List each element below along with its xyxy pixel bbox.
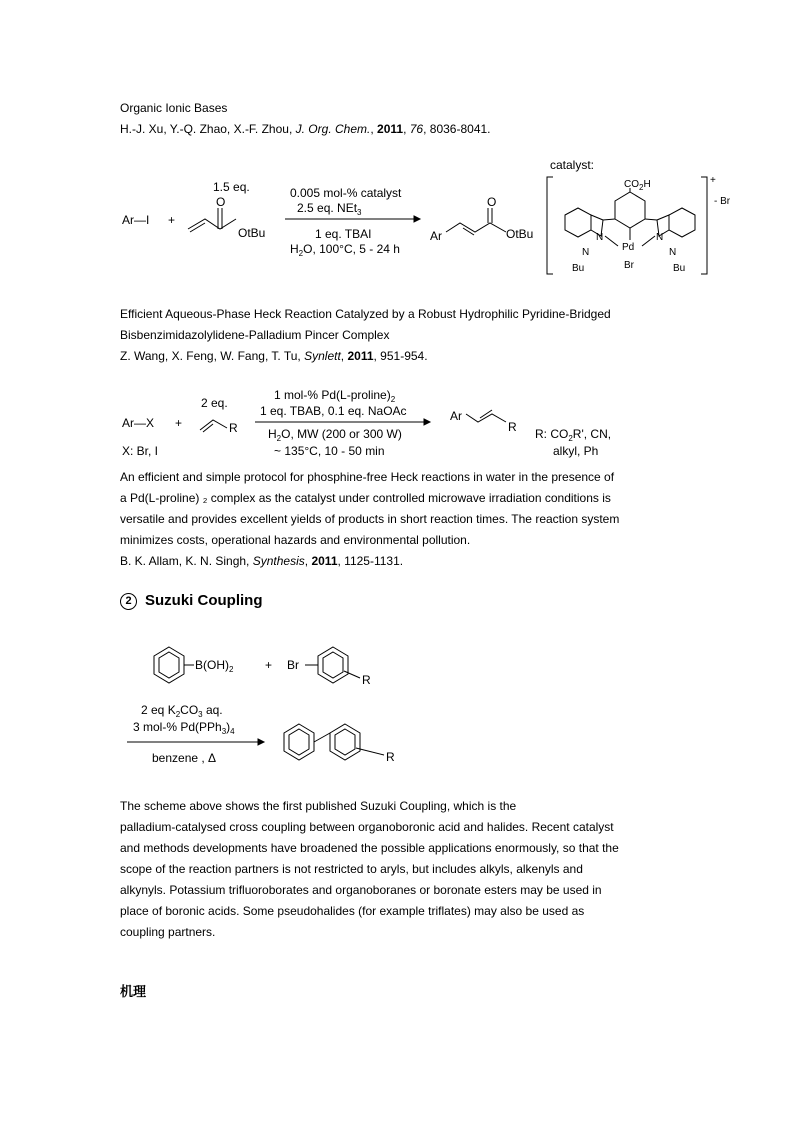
carboxyl-group: $CO_2H$ <box>624 179 651 192</box>
substituent-bond-2 <box>356 748 384 755</box>
suzuki-line-3: and methods developments have broadened the possible applications enormously, so that the <box>120 841 619 855</box>
benzene-ring-1-inner <box>159 652 179 678</box>
reactant-aryl-iodide: Ar—I <box>122 213 150 227</box>
mechanism-heading: 机理 <box>120 984 147 999</box>
ref-journal: J. Org. Chem. <box>295 122 371 136</box>
abstract-line-1: An efficient and simple protocol for phosphine-free Heck reactions in water in the presence of <box>120 470 615 484</box>
section2-title-line2: Bisbenzimidazolylidene-Palladium Pincer Complex <box>120 328 390 342</box>
ref-year: 2011 <box>377 122 404 136</box>
ref-sep: , <box>304 554 309 568</box>
suzuki-line-7: coupling partners. <box>120 925 216 939</box>
plus-sign-2: + <box>175 416 183 430</box>
abstract-line-4: minimizes costs, operational hazards and environmental pollution. <box>120 533 471 547</box>
biaryl-bond <box>314 733 330 742</box>
section2-title-line1: Efficient Aqueous-Phase Heck Reaction Catalyzed by a Robust Hydrophilic Pyridine-Bridged <box>120 307 611 321</box>
suzuki-paragraph <box>120 796 619 943</box>
condition-catalyst: 0.005 mol-% catalyst <box>290 186 402 200</box>
ref-authors: Z. Wang, X. Feng, W. Fang, T. Tu, <box>120 349 301 363</box>
condition-base: 2.5 eq. NEt$_3$ <box>297 201 362 217</box>
nitrogen-2: N <box>582 247 590 258</box>
suzuki-line-2: palladium-catalysed cross coupling between organoboronic acid and halides. Recent catalyst <box>120 820 614 834</box>
suzuki-line-6: place of boronic acids. Some pseudohalides (for example triflates) may also be used as <box>120 904 585 918</box>
boronic-acid: $B(OH)_2$ <box>195 658 234 674</box>
arrow-head-3 <box>258 739 264 745</box>
ester-oxygen: O <box>216 195 226 209</box>
condition-solvent-2: $H_2O$, MW (200 or 300 W) <box>268 427 402 443</box>
product-oxygen: O <box>487 195 497 209</box>
condition-additive: 1 eq. TBAI <box>315 227 372 241</box>
product-aryl-2: Ar <box>450 409 462 423</box>
ref-journal: Synthesis <box>252 554 305 568</box>
condition-temperature-2: ~ 135°C, 10 - 50 min <box>274 444 385 458</box>
product-aryl: Ar <box>430 229 442 243</box>
abstract-line-2: a Pd(L-proline) ₂ complex as the catalyst under controlled microwave irradiation conditions is <box>120 491 611 505</box>
product-ester-group: OtBu <box>506 227 534 241</box>
suzuki-line-5: alkynyls. Potassium trifluoroborates and organoboranes or boronate esters may be used in <box>120 883 602 897</box>
suzuki-line-4: scope of the reaction partners is not restricted to aryls, but includes alkyls, alkenyls and <box>120 862 583 876</box>
equivalents-label: 1.5 eq. <box>213 180 250 194</box>
ref-sep2: , <box>403 122 407 136</box>
palladium: Pd <box>622 242 635 253</box>
catalyst-label: catalyst: <box>550 158 595 172</box>
butyl-right: Bu <box>673 263 686 274</box>
ester-group: OtBu <box>238 226 266 240</box>
alkene-r: R <box>229 421 238 435</box>
ref-pages: , 1125-1131. <box>337 554 404 568</box>
bromide-ligand: Br <box>624 260 634 271</box>
ref-pages: , 8036-8041. <box>423 122 491 136</box>
nitrogen-4: N <box>669 247 677 258</box>
halide-definition: X: Br, I <box>122 444 159 458</box>
condition-base-3: 2 eq $K_2CO_3$ aq. <box>141 703 223 719</box>
abstract-line-3: versatile and provides excellent yields of products in short reaction times. The reaction system <box>120 512 620 526</box>
ref-year: 2011 <box>311 554 338 568</box>
ref-journal: Synlett <box>304 349 341 363</box>
circled-number-icon: 2 <box>120 593 137 610</box>
biphenyl-ring-2-inner <box>335 729 355 755</box>
ref-year: 2011 <box>347 349 374 363</box>
section-title-organic-ionic-bases: Organic Ionic Bases <box>120 101 228 115</box>
nitrogen-3: N <box>656 232 664 243</box>
ref-authors: H.-J. Xu, Y.-Q. Zhao, X.-F. Zhou, <box>120 122 293 136</box>
plus-sign: + <box>168 213 176 227</box>
ref-volume: 76 <box>409 122 424 136</box>
heading-title: Suzuki Coupling <box>145 592 263 609</box>
condition-temperature: $H_2O$, 100°C, 5 - 24 h <box>290 242 400 258</box>
substituent-r-1: R <box>362 673 371 687</box>
r-definition-1: R: $CO_2R'$, CN, <box>535 427 612 443</box>
reactant-aryl-halide: Ar—X <box>122 416 155 430</box>
ref-authors: B. K. Allam, K. N. Singh, <box>120 554 250 568</box>
condition-catalyst-2: 1 mol-% $Pd(L-proline)_2$ <box>274 388 396 404</box>
ref-sep: , <box>370 122 374 136</box>
condition-catalyst-3: 3 mol-% $Pd(PPh_3)_4$ <box>133 720 235 736</box>
suzuki-line-1: The scheme above shows the first published Suzuki Coupling, which is the <box>120 799 517 813</box>
condition-solvent-3: benzene , Δ <box>152 751 217 765</box>
nitrogen-1: N <box>596 232 604 243</box>
plus-sign-3: + <box>265 658 273 672</box>
r-definition-2: alkyl, Ph <box>553 444 599 458</box>
butyl-left: Bu <box>572 263 585 274</box>
product-r: R <box>508 420 517 434</box>
bromine: Br <box>287 658 299 672</box>
equivalents-label-2: 2 eq. <box>201 396 228 410</box>
condition-additives-2: 1 eq. TBAB, 0.1 eq. NaOAc <box>260 404 407 418</box>
substituent-r-2: R <box>386 750 395 764</box>
ref-pages: , 951-954. <box>373 349 428 363</box>
biphenyl-ring-1-inner <box>289 729 309 755</box>
complex-charge: + <box>710 175 716 186</box>
bromoarene-ring-inner <box>323 652 343 678</box>
counter-ion: - Br <box>714 196 731 207</box>
ref-sep: , <box>340 349 345 363</box>
